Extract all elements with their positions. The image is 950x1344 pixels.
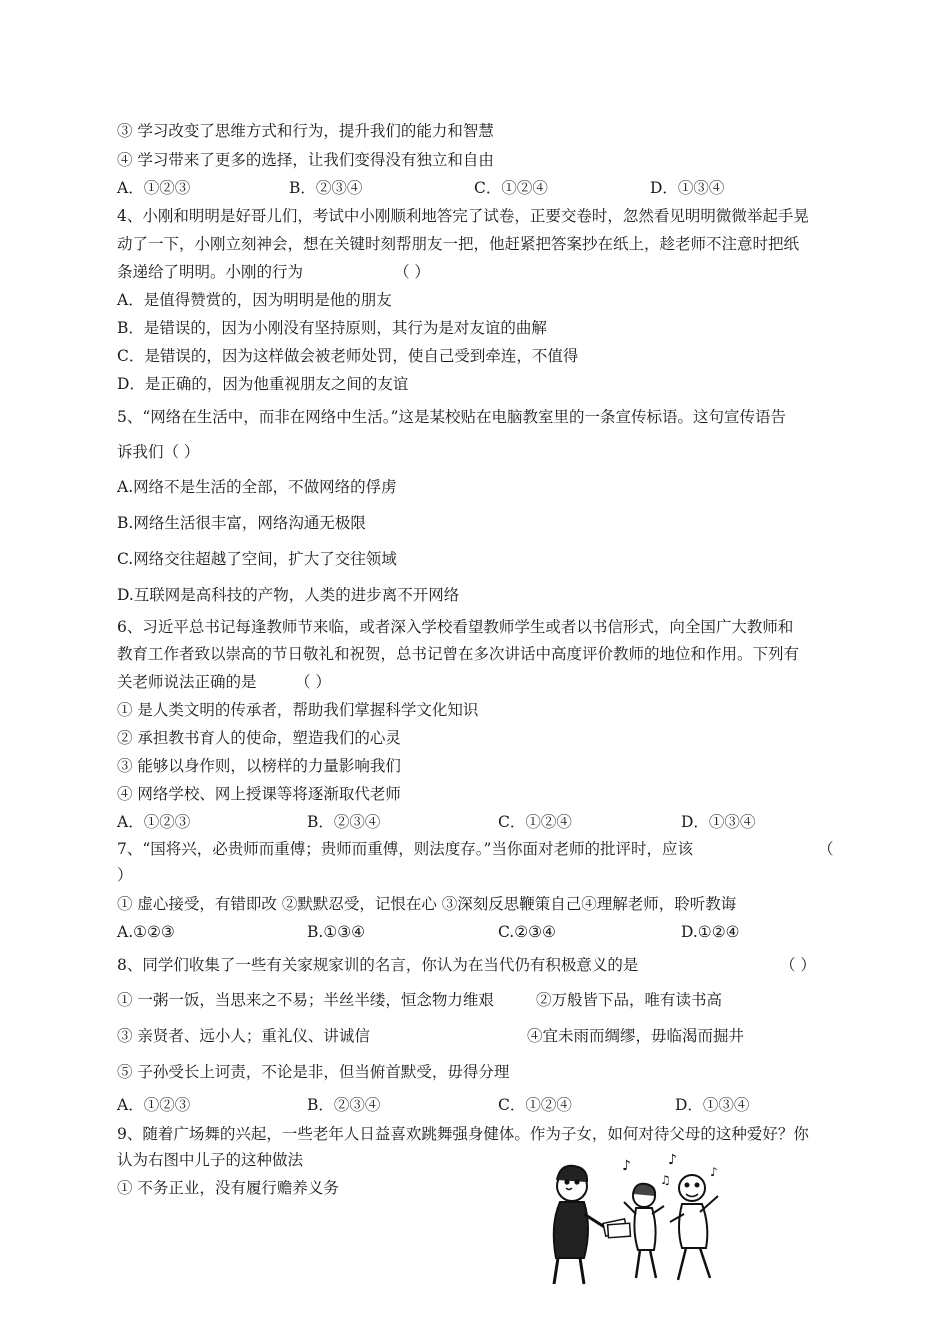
q3-option-b: B．②③④ (289, 179, 363, 197)
cartoon-illustration (540, 1150, 730, 1290)
q6-option-b: B．②③④ (307, 813, 381, 831)
q6-option-a: A．①②③ (117, 813, 191, 831)
q8-option-b: B．②③④ (307, 1096, 381, 1114)
q6-option-d: D．①③④ (681, 813, 756, 831)
svg-text:♫: ♫ (660, 1173, 671, 1187)
q8-statement-3: ③ 亲贤者、远小人；重礼仪、讲诚信 (117, 1027, 370, 1045)
svg-text:♪: ♪ (710, 1165, 718, 1179)
q7-option-a: A.①②③ (117, 923, 175, 941)
q8-option-d: D．①③④ (675, 1096, 750, 1114)
q7-statements: ① 虚心接受，有错即改 ②默默忍受，记恨在心 ③深刻反思鞭策自己④理解老师，聆听教诲 (117, 895, 737, 913)
q8-stem-line-1: 8、同学们收集了一些有关家规家训的名言，你认为在当代仍有积极意义的是 (117, 956, 639, 974)
q5-stem-line-1: 5、“网络在生活中，而非在网络中生活。”这是某校贴在电脑教室里的一条宣传标语。这句宣传语告 (117, 408, 786, 426)
q6-option-c: C．①②④ (498, 813, 572, 831)
q7-answer-paren-open: （ (818, 840, 834, 858)
money-icon (603, 1219, 630, 1238)
q4-stem-line-3: 条递给了明明。小刚的行为 (117, 263, 304, 281)
son-figure (554, 1166, 606, 1284)
q9-stem-line-1: 9、随着广场舞的兴起，一些老年人日益喜欢跳舞强身健体。作为子女，如何对待父母的这种爱好？你 (117, 1125, 809, 1143)
q4-stem-line-1: 4、小刚和明明是好哥儿们，考试中小刚顺利地答完了试卷，正要交卷时，忽然看见明明微微举起手晃 (117, 207, 809, 225)
q6-stem-line-3: 关老师说法正确的是 (117, 673, 257, 691)
q7-option-c: C.②③④ (498, 923, 556, 941)
grandfather-figure (670, 1175, 718, 1280)
q8-statement-4: ④宜未雨而绸缪，毋临渴而掘井 (527, 1027, 745, 1045)
q7-option-d: D.①②④ (681, 923, 740, 941)
q6-statement-2: ② 承担教书育人的使命，塑造我们的心灵 (117, 729, 401, 747)
q3-statement-3: ③ 学习改变了思维方式和行为，提升我们的能力和智慧 (117, 122, 494, 140)
q7-stem-line-1: 7、“国将兴，必贵师而重傅；贵师而重傅，则法度存。”当你面对老师的批评时，应该 (117, 840, 693, 858)
q4-option-a: A．是值得赞赏的，因为明明是他的朋友 (117, 291, 392, 309)
q8-statement-5: ⑤ 子孙受长上诃责，不论是非，但当俯首默受，毋得分理 (117, 1063, 510, 1081)
q8-option-a: A．①②③ (117, 1096, 191, 1114)
q8-option-c: C．①②④ (498, 1096, 572, 1114)
q3-option-a: A．①②③ (117, 179, 191, 197)
q4-option-c: C．是错误的，因为这样做会被老师处罚，使自己受到牵连，不值得 (117, 347, 579, 365)
q5-option-b: B.网络生活很丰富，网络沟通无极限 (117, 514, 366, 532)
q6-stem-line-2: 教育工作者致以崇高的节日敬礼和祝贺，总书记曾在多次讲话中高度评价教师的地位和作用。下列有 (117, 645, 800, 663)
q5-stem-line-2: 诉我们（ ） (117, 443, 200, 461)
q8-answer-paren: （ ） (780, 956, 816, 974)
q6-answer-paren: （ ） (295, 673, 331, 691)
q3-option-d: D．①③④ (650, 179, 725, 197)
q5-option-a: A.网络不是生活的全部，不做网络的俘虏 (117, 478, 397, 496)
q6-statement-1: ① 是人类文明的传承者，帮助我们掌握科学文化知识 (117, 701, 479, 719)
q4-option-b: B．是错误的，因为小刚没有坚持原则，其行为是对友谊的曲解 (117, 319, 547, 337)
q5-option-d: D.互联网是高科技的产物，人类的进步离不开网络 (117, 586, 460, 604)
q7-option-b: B.①③④ (307, 923, 366, 941)
q4-answer-paren: （ ） (394, 263, 430, 281)
q6-stem-line-1: 6、习近平总书记每逢教师节来临，或者深入学校看望教师学生或者以书信形式，向全国广大教师和 (117, 618, 794, 636)
q5-option-c: C.网络交往超越了空间，扩大了交往领域 (117, 550, 397, 568)
q8-statement-2: ②万般皆下品，唯有读书高 (536, 991, 723, 1009)
svg-text:♪: ♪ (622, 1158, 631, 1174)
svg-text:♪: ♪ (668, 1152, 677, 1168)
q9-statement-1: ① 不务正业，没有履行赡养义务 (117, 1179, 339, 1197)
q9-stem-line-2: 认为右图中儿子的这种做法 (117, 1151, 304, 1169)
q6-statement-4: ④ 网络学校、网上授课等将逐渐取代老师 (117, 785, 401, 803)
q7-stem-line-2: ） (117, 866, 133, 884)
q3-statement-4: ④ 学习带来了更多的选择，让我们变得没有独立和自由 (117, 151, 494, 169)
q8-statement-1: ① 一粥一饭，当思来之不易；半丝半缕，恒念物力维艰 (117, 991, 494, 1009)
q3-option-c: C．①②④ (474, 179, 548, 197)
q4-option-d: D．是正确的，因为他重视朋友之间的友谊 (117, 375, 409, 393)
q4-stem-line-2: 动了一下，小刚立刻神会，想在关键时刻帮朋友一把，他赶紧把答案抄在纸上，趁老师不注意时把纸 (117, 235, 800, 253)
q6-statement-3: ③ 能够以身作则，以榜样的力量影响我们 (117, 757, 401, 775)
